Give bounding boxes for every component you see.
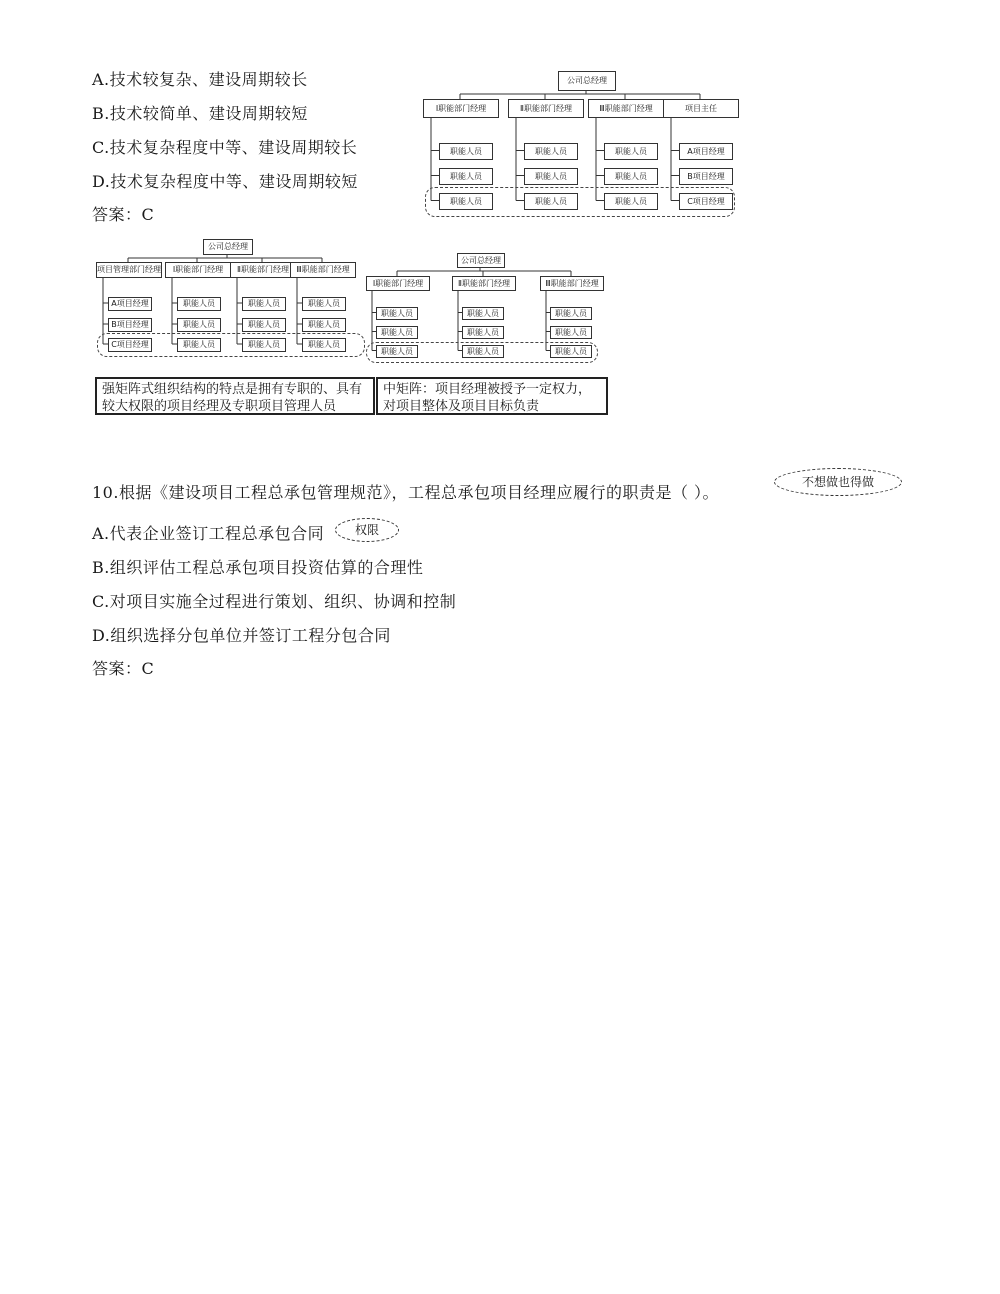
chart-member-box-label: 职能人员 <box>535 147 567 156</box>
chart-member-box-label: 职能人员 <box>555 309 587 318</box>
chart-member-box <box>462 307 504 320</box>
chart-member-box-label: 职能人员 <box>308 299 340 308</box>
chart-head-box <box>366 276 430 291</box>
chart-member-box-label: 职能人员 <box>381 309 413 318</box>
q10-option-a: A.代表企业签订工程总承包合同 <box>92 524 325 543</box>
q9-option-b: B.技术较简单、建设周期较短 <box>92 104 308 123</box>
chart-member-box-label: 职能人员 <box>615 147 647 156</box>
chart-member-box-label: A项目经理 <box>687 147 725 156</box>
medium-matrix-note-text: 中矩阵：项目经理被授予一定权力，对项目整体及项目目标负责 <box>383 382 592 414</box>
chart-member-box-label: 职能人员 <box>183 340 215 349</box>
q9-option-d: D.技术复杂程度中等、建设周期较短 <box>92 172 358 191</box>
chart-member-box <box>376 307 418 320</box>
chart-member-box-label: 职能人员 <box>555 328 587 337</box>
chart-member-box-label: 职能人员 <box>248 299 280 308</box>
q10-option-d: D.组织选择分包单位并签订工程分包合同 <box>92 626 391 645</box>
chart-head-box <box>540 276 604 291</box>
chart-head-box-label: Ⅱ职能部门经理 <box>237 265 289 274</box>
q10-stem: 10.根据《建设项目工程总承包管理规范》，工程总承包项目经理应履行的职责是（ ）。 <box>92 483 720 502</box>
chart-head-box-label: Ⅲ职能部门经理 <box>296 265 350 274</box>
chart-head-box-label: 项目管理部门经理 <box>97 265 161 274</box>
chart-member-box-label: 职能人员 <box>248 320 280 329</box>
chart-top-box-label: 公司总经理 <box>208 242 248 251</box>
chart-top-box-label: 公司总经理 <box>567 76 607 85</box>
chart-member-box-label: 职能人员 <box>467 309 499 318</box>
chart-top-box-label: 公司总经理 <box>461 256 501 265</box>
q10-annotation-text: 不想做也得做 <box>801 475 874 489</box>
chart-member-box-label: 职能人员 <box>183 299 215 308</box>
chart-member-box-label: 职能人员 <box>467 347 499 356</box>
chart-head-box-label: Ⅱ职能部门经理 <box>520 104 572 113</box>
chart-member-box <box>462 326 504 339</box>
chart-member-box-label: B项目经理 <box>111 320 149 329</box>
option-a-annotation-bubble <box>335 518 399 542</box>
chart-head-box-label: 项目主任 <box>685 104 717 113</box>
chart-member-box-label: 职能人员 <box>183 320 215 329</box>
chart-head-box-label: Ⅰ职能部门经理 <box>435 104 487 113</box>
chart-head-box-label: Ⅲ职能部门经理 <box>545 279 599 288</box>
chart-member-box-label: 职能人员 <box>535 197 567 206</box>
chart-member-box-label: 职能人员 <box>615 172 647 181</box>
chart-member-box <box>550 326 592 339</box>
chart-member-box-label: B项目经理 <box>687 172 725 181</box>
chart-head-box-label: Ⅰ职能部门经理 <box>172 265 224 274</box>
chart-head-box <box>452 276 516 291</box>
chart-member-box-label: 职能人员 <box>381 347 413 356</box>
chart-member-box-label: C项目经理 <box>687 197 725 206</box>
chart-member-box <box>376 326 418 339</box>
q10-option-b: B.组织评估工程总承包项目投资估算的合理性 <box>92 558 424 577</box>
option-a-annotation-text: 权限 <box>354 523 379 537</box>
chart-member-box-label: 职能人员 <box>555 347 587 356</box>
chart-member-box-label: 职能人员 <box>450 197 482 206</box>
chart-member-box-label: C项目经理 <box>111 340 149 349</box>
chart-member-box <box>550 307 592 320</box>
q10-answer: 答案：C <box>92 659 155 678</box>
chart-member-box-label: 职能人员 <box>450 147 482 156</box>
q10-annotation-bubble <box>774 468 902 496</box>
q9-answer: 答案：C <box>92 205 155 224</box>
strong-matrix-note <box>95 377 375 415</box>
medium-matrix-note <box>376 377 608 415</box>
chart-member-box-label: 职能人员 <box>535 172 567 181</box>
chart-member-box-label: 职能人员 <box>381 328 413 337</box>
chart-member-box-label: 职能人员 <box>450 172 482 181</box>
q10-option-c: C.对项目实施全过程进行策划、组织、协调和控制 <box>92 592 457 611</box>
chart-member-box-label: 职能人员 <box>248 340 280 349</box>
chart-member-box-label: 职能人员 <box>615 197 647 206</box>
chart-member-box-label: A项目经理 <box>111 299 149 308</box>
chart-top-box <box>457 253 505 268</box>
chart-member-box-label: 职能人员 <box>308 340 340 349</box>
chart-head-box-label: Ⅱ职能部门经理 <box>458 279 510 288</box>
strong-matrix-note-text: 强矩阵式组织结构的特点是拥有专职的、具有较大权限的项目经理及专职项目管理人员 <box>102 382 363 414</box>
q9-option-a: A.技术较复杂、建设周期较长 <box>92 70 308 89</box>
chart-highlight-dashed <box>366 342 598 363</box>
chart-head-box-label: Ⅲ职能部门经理 <box>599 104 653 113</box>
chart-member-box-label: 职能人员 <box>308 320 340 329</box>
q9-option-c: C.技术复杂程度中等、建设周期较长 <box>92 138 358 157</box>
chart-head-box-label: Ⅰ职能部门经理 <box>372 279 424 288</box>
chart-member-box-label: 职能人员 <box>467 328 499 337</box>
